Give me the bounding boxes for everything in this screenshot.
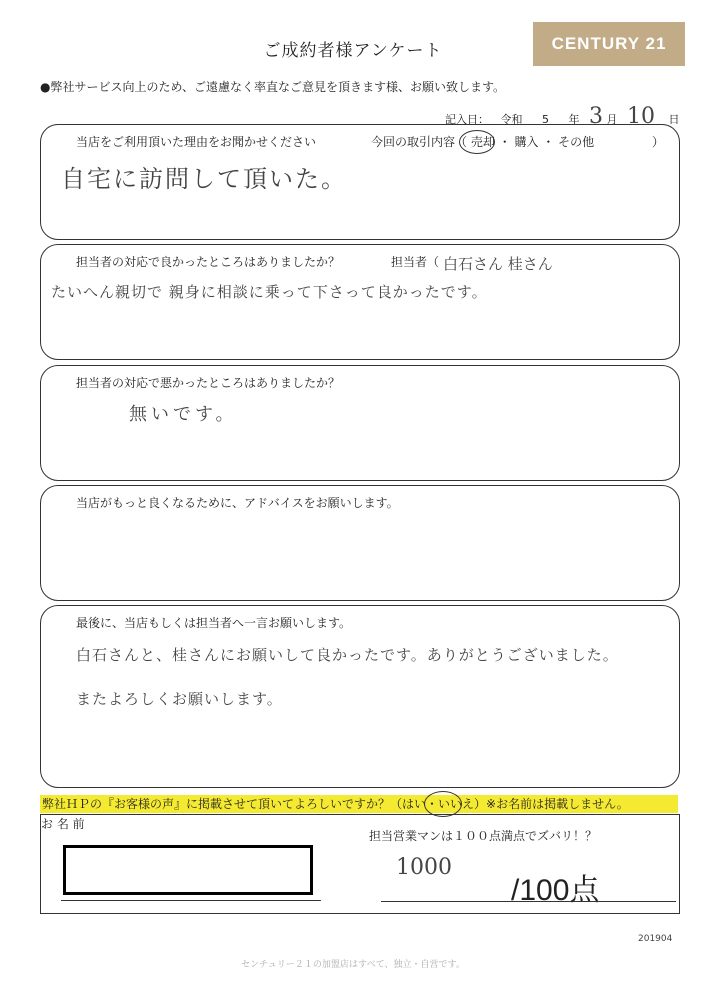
transaction-close: ）	[651, 135, 664, 149]
question-box-reason	[40, 124, 680, 240]
consent-question: 弊社ＨＰの『お客様の声』に掲載させて頂いてよろしいですか？（	[42, 797, 403, 811]
question-advice: 当店がもっと良くなるために、アドバイスをお願いします。	[76, 496, 399, 510]
question-bad-points: 担当者の対応で悪かったところはありましたか？	[76, 376, 341, 390]
consent-rest: ・いいえ）※お名前は掲載しません。	[426, 797, 629, 811]
intro-text: ●弊社サービス向上のため、ご遠慮なく率直なご意見を頂きます様、お願い致します。	[40, 80, 506, 94]
name-redaction-box	[63, 845, 313, 895]
question-box-message	[40, 605, 680, 788]
date-month: 3	[589, 104, 603, 129]
score-question: 担当営業マンは１００点満点でズバリ！？	[369, 829, 598, 843]
transaction-label: 今回の取引内容（	[371, 135, 468, 149]
question-box-good-points	[40, 244, 680, 360]
score-value: 1000	[396, 855, 452, 880]
page-title: ご成約者様アンケート	[263, 41, 443, 61]
staff-name: 白石さん 桂さん	[443, 255, 553, 273]
answer-message-line1: 白石さんと、桂さんにお願いして良かったです。ありがとうございました。	[76, 646, 619, 664]
name-underline	[61, 900, 321, 901]
answer-bad-points: 無いです。	[129, 404, 238, 425]
question-reason: 当店をご利用頂いた理由をお聞かせください	[76, 135, 317, 149]
answer-good-points: たいへん親切で 親身に相談に乗って下さって良かったです。	[51, 283, 488, 301]
score-max: /100点	[511, 874, 600, 907]
date-label: 記入日：	[445, 113, 489, 126]
question-good-points: 担当者の対応で良かったところはありましたか？	[76, 255, 341, 269]
publish-consent-bar	[40, 795, 678, 813]
answer-message-line2: またよろしくお願いします。	[76, 690, 283, 708]
footer-note: センチュリー２１の加盟店はすべて、独立・自営です。	[241, 960, 465, 970]
date-day-unit: 日	[668, 113, 680, 126]
transaction-type	[371, 133, 664, 150]
question-box-bad-points	[40, 365, 680, 481]
staff-label: 担当者（	[391, 255, 440, 269]
name-label: お 名 前	[41, 817, 85, 831]
date-year-unit: 年	[568, 113, 580, 126]
answer-reason: 自宅に訪問して頂いた。	[61, 165, 347, 193]
option-sell: 売却	[470, 135, 495, 149]
option-others: ・ 購入 ・ その他	[498, 135, 595, 149]
date-year: 5	[542, 113, 549, 126]
date-era: 令和	[500, 113, 523, 126]
date-day: 10	[627, 104, 655, 129]
question-box-advice	[40, 485, 680, 601]
consent-yes: はい	[402, 797, 427, 811]
selected-circle-mark	[459, 130, 495, 154]
form-code: 201904	[638, 934, 673, 944]
score-underline	[381, 901, 676, 902]
date-month-unit: 月	[606, 113, 618, 126]
question-message: 最後に、当店もしくは担当者へ一言お願いします。	[76, 616, 352, 630]
century21-logo: CENTURY 21	[533, 22, 685, 66]
